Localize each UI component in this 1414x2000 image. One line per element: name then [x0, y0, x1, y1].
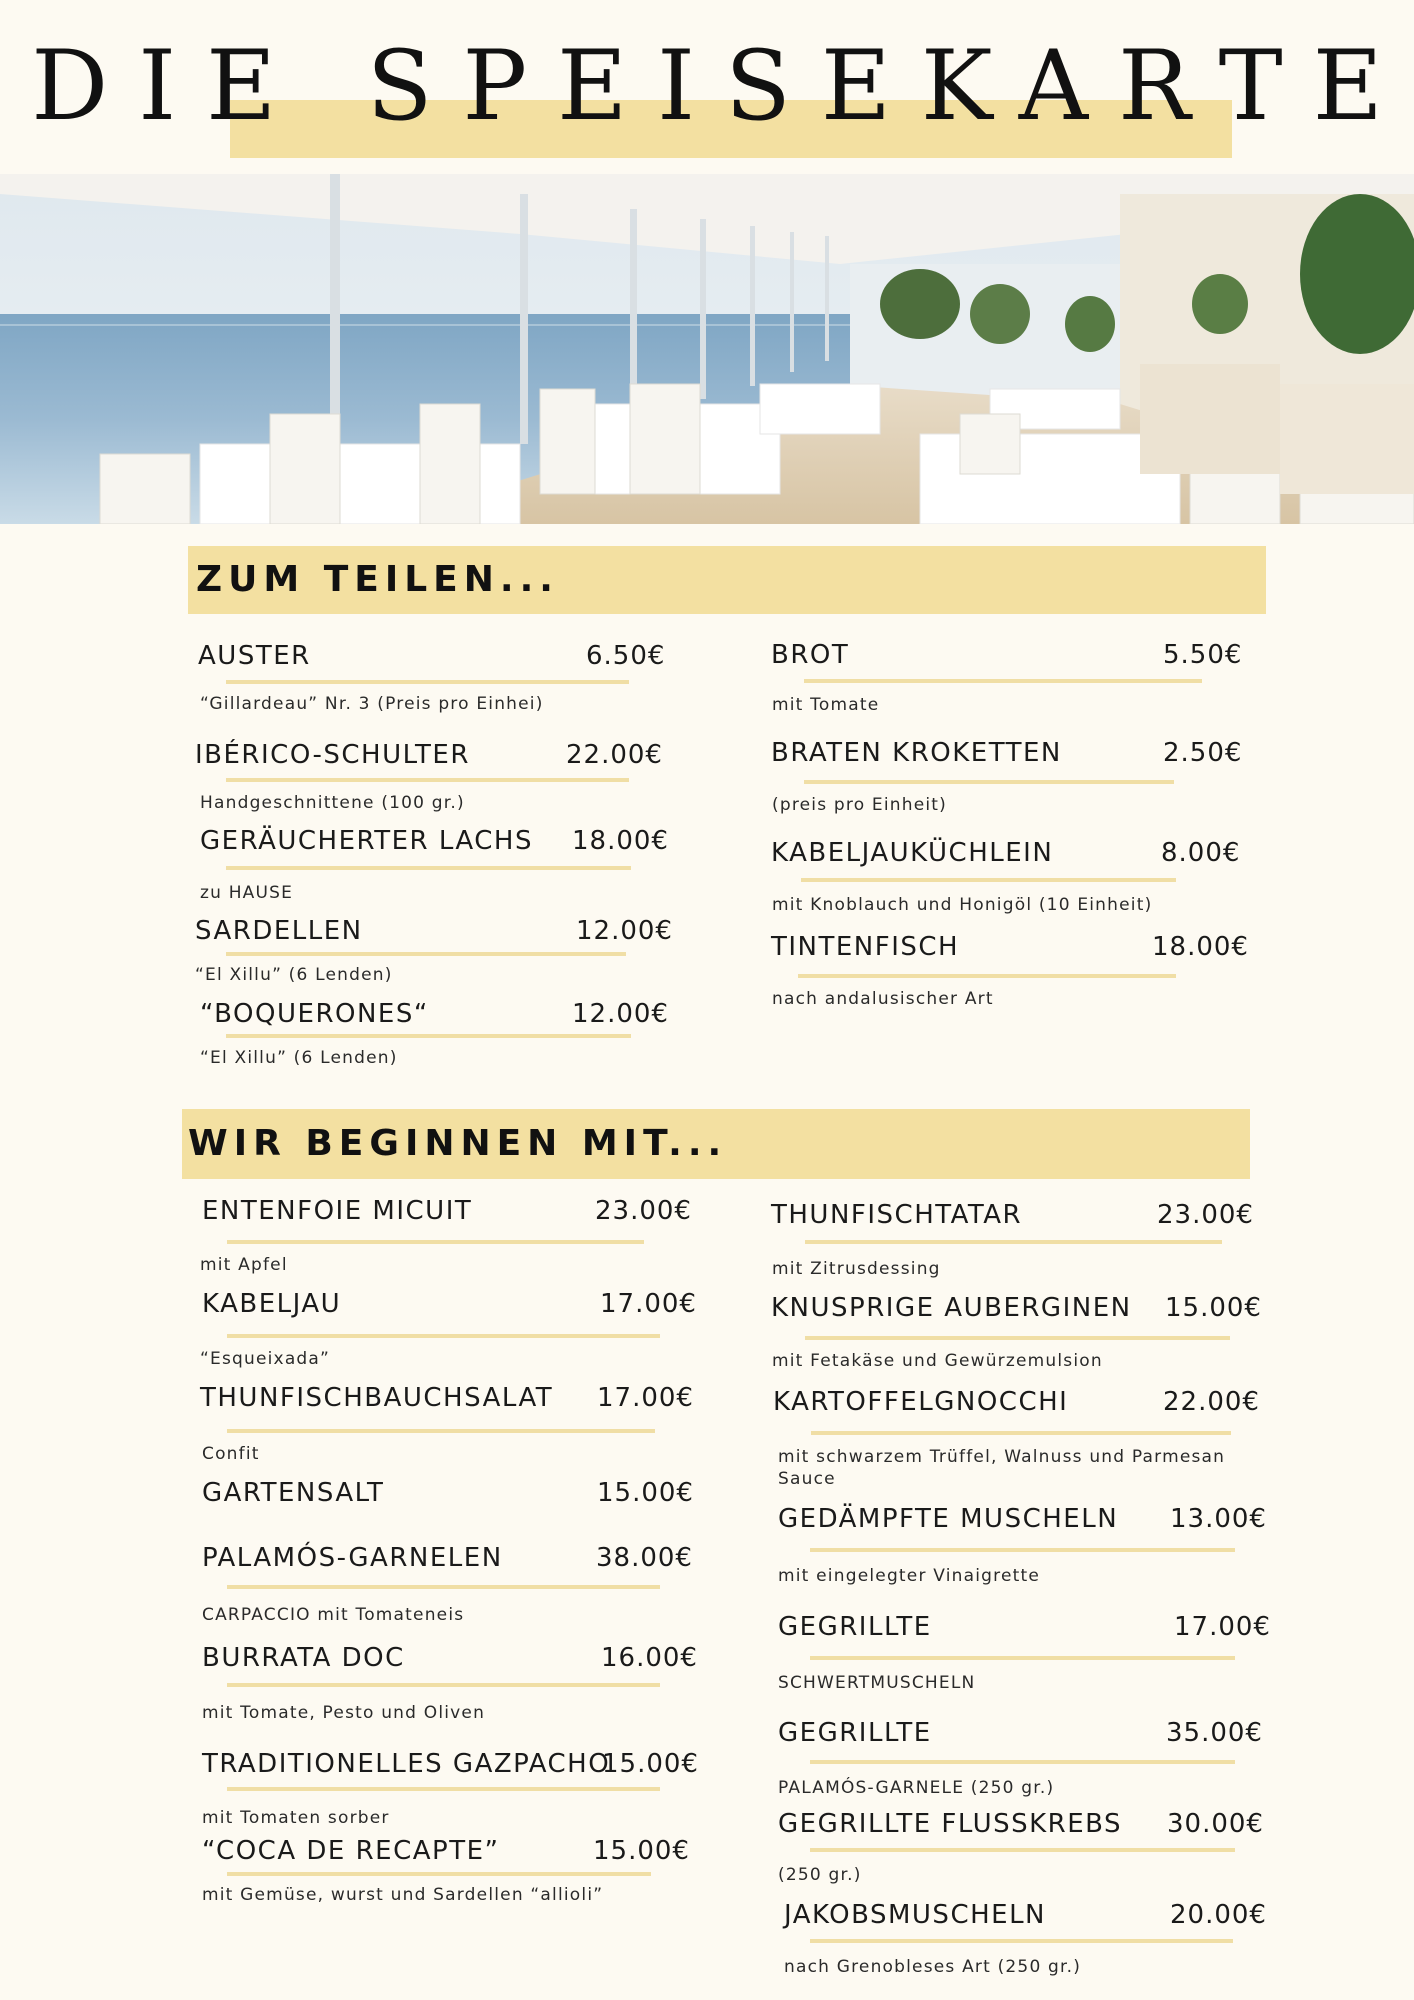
- dish-price: 6.50€: [586, 641, 666, 671]
- dish-description: (250 gr.): [778, 1865, 862, 1885]
- header: [0, 0, 1414, 170]
- dish-price: 22.00€: [566, 740, 663, 770]
- dish-name: ENTENFOIE MICUIT: [202, 1196, 473, 1226]
- dish-description: mit Fetakäse und Gewürzemulsion: [772, 1351, 1103, 1371]
- menu-item: [771, 738, 1251, 815]
- divider: [227, 1429, 655, 1433]
- menu-item: [771, 838, 1251, 915]
- dish-description: “Esqueixada”: [200, 1349, 331, 1369]
- divider: [227, 1585, 660, 1589]
- restaurant-sea-view-image: [0, 174, 1414, 524]
- dish-price: 20.00€: [1170, 1900, 1267, 1930]
- divider: [810, 1760, 1235, 1764]
- menu-item: [778, 1718, 1278, 1798]
- dish-description: “El Xillu” (6 Lenden): [195, 965, 393, 985]
- dish-name: GEGRILLTE: [778, 1718, 932, 1748]
- dish-description: nach andalusischer Art: [772, 989, 994, 1009]
- section-title-wir-beginnen-mit: WIR BEGINNEN MIT...: [188, 1123, 728, 1164]
- menu-item: [202, 1543, 702, 1625]
- menu-item: [778, 1504, 1278, 1586]
- dish-name: GEDÄMPFTE MUSCHELN: [778, 1504, 1119, 1534]
- divider: [226, 866, 631, 870]
- menu-item: [200, 1001, 680, 1071]
- menu-item: [200, 1196, 702, 1275]
- dish-description: CARPACCIO mit Tomateneis: [202, 1605, 465, 1625]
- dish-description: mit Tomate, Pesto und Oliven: [202, 1703, 486, 1723]
- dish-price: 38.00€: [596, 1543, 693, 1573]
- menu-item: [771, 1200, 1271, 1279]
- divider: [227, 1787, 660, 1791]
- dish-description: zu HAUSE: [200, 883, 294, 903]
- divider: [226, 778, 629, 782]
- dish-name: BRATEN KROKETTEN: [771, 738, 1062, 768]
- dish-name: PALAMÓS-GARNELEN: [202, 1543, 503, 1573]
- menu-item: [202, 1749, 702, 1828]
- divider: [804, 780, 1174, 784]
- dish-price: 12.00€: [576, 916, 673, 946]
- dish-name: KNUSPRIGE AUBERGINEN: [771, 1293, 1132, 1323]
- dish-description: mit Gemüse, wurst und Sardellen “allioli”: [202, 1885, 604, 1905]
- dish-description: SCHWERTMUSCHELN: [778, 1673, 976, 1693]
- dish-name: KARTOFFELGNOCCHI: [773, 1387, 1069, 1417]
- menu-item: [773, 1389, 1273, 1489]
- dish-price: 13.00€: [1170, 1504, 1267, 1534]
- dish-name: THUNFISCHBAUCHSALAT: [200, 1383, 554, 1413]
- menu-item: [200, 826, 680, 903]
- dish-price: 17.00€: [597, 1383, 694, 1413]
- dish-price: 17.00€: [600, 1289, 697, 1319]
- dish-name: IBÉRICO-SCHULTER: [195, 740, 470, 770]
- dish-price: 15.00€: [602, 1749, 699, 1779]
- divider: [227, 1334, 660, 1338]
- dish-price: 15.00€: [1165, 1293, 1262, 1323]
- divider: [811, 1431, 1231, 1435]
- page-title: DIE SPEISEKARTE: [31, 30, 1413, 142]
- dish-price: 35.00€: [1166, 1718, 1263, 1748]
- dish-name: “BOQUERONES“: [200, 999, 429, 1029]
- dish-description: “El Xillu” (6 Lenden): [200, 1048, 398, 1068]
- dish-price: 2.50€: [1163, 738, 1243, 768]
- dish-name: KABELJAU: [202, 1289, 342, 1319]
- divider: [227, 1683, 660, 1687]
- dish-name: THUNFISCHTATAR: [771, 1200, 1023, 1230]
- menu-item: [195, 742, 675, 812]
- divider: [801, 878, 1176, 882]
- dish-description: mit Zitrusdessing: [772, 1259, 941, 1279]
- divider: [226, 952, 626, 956]
- dish-description: mit Knoblauch und Honigöl (10 Einheit): [772, 895, 1153, 915]
- dish-price: 23.00€: [1157, 1200, 1254, 1230]
- dish-price: 18.00€: [1152, 932, 1249, 962]
- divider: [804, 679, 1202, 683]
- dish-name: JAKOBSMUSCHELN: [784, 1900, 1047, 1930]
- menu-item: [202, 1643, 702, 1723]
- dish-description: (preis pro Einheit): [772, 795, 947, 815]
- dish-name: GERÄUCHERTER LACHS: [200, 826, 533, 856]
- divider: [805, 1336, 1230, 1340]
- divider: [810, 1848, 1235, 1852]
- divider: [805, 1240, 1222, 1244]
- divider: [810, 1548, 1235, 1552]
- dish-description: PALAMÓS-GARNELE (250 gr.): [778, 1778, 1055, 1798]
- divider: [227, 1240, 644, 1244]
- dish-name: GARTENSALT: [202, 1478, 385, 1508]
- dish-description: “Gillardeau” Nr. 3 (Preis pro Einhei): [200, 694, 544, 714]
- dish-price: 12.00€: [572, 999, 669, 1029]
- dish-price: 8.00€: [1161, 838, 1241, 868]
- divider: [227, 1872, 651, 1876]
- divider: [810, 1939, 1233, 1943]
- section-title-zum-teilen: ZUM TEILEN...: [196, 559, 559, 600]
- dish-name: TRADITIONELLES GAZPACHO: [202, 1749, 611, 1779]
- menu-item: [771, 640, 1251, 715]
- dish-description: nach Grenobleses Art (250 gr.): [784, 1957, 1082, 1977]
- dish-name: GEGRILLTE: [778, 1612, 932, 1642]
- divider: [226, 680, 629, 684]
- dish-description: mit Tomaten sorber: [202, 1808, 390, 1828]
- dish-name: BROT: [771, 640, 850, 670]
- divider: [810, 1656, 1235, 1660]
- dish-name: BURRATA DOC: [202, 1643, 405, 1673]
- dish-description: mit schwarzem Trüffel, Walnuss und Parmesan Sauce: [778, 1447, 1226, 1489]
- menu-item: [202, 1838, 702, 1908]
- menu-item: [771, 932, 1251, 1009]
- hero-photo: [0, 174, 1414, 524]
- menu-item: [778, 1809, 1278, 1885]
- dish-description: mit Tomate: [772, 695, 880, 715]
- dish-name: “COCA DE RECAPTE”: [202, 1836, 500, 1866]
- dish-description: Confit: [202, 1444, 260, 1464]
- divider: [226, 1034, 631, 1038]
- dish-price: 15.00€: [593, 1836, 690, 1866]
- dish-name: AUSTER: [198, 641, 311, 671]
- menu-item: [784, 1902, 1284, 1982]
- dish-name: GEGRILLTE FLUSSKREBS: [778, 1809, 1123, 1839]
- dish-price: 5.50€: [1163, 640, 1243, 670]
- menu-item: [778, 1612, 1278, 1693]
- dish-price: 18.00€: [572, 826, 669, 856]
- menu-item: [202, 1480, 702, 1540]
- dish-price: 22.00€: [1163, 1387, 1260, 1417]
- dish-price: 15.00€: [597, 1478, 694, 1508]
- menu-item: [771, 1293, 1271, 1371]
- dish-price: 30.00€: [1167, 1809, 1264, 1839]
- dish-description: mit Apfel: [200, 1255, 288, 1275]
- dish-name: TINTENFISCH: [771, 932, 960, 962]
- menu-item: [195, 918, 675, 988]
- dish-price: 23.00€: [595, 1196, 692, 1226]
- dish-description: mit eingelegter Vinaigrette: [778, 1566, 1040, 1586]
- dish-description: Handgeschnittene (100 gr.): [200, 793, 465, 813]
- dish-price: 16.00€: [601, 1643, 698, 1673]
- menu-item: [200, 1289, 702, 1369]
- divider: [798, 974, 1176, 978]
- dish-name: KABELJAUKÜCHLEIN: [771, 838, 1054, 868]
- menu-item: [198, 643, 678, 713]
- dish-price: 17.00€: [1174, 1612, 1271, 1642]
- menu-item: [200, 1383, 700, 1464]
- dish-name: SARDELLEN: [195, 916, 363, 946]
